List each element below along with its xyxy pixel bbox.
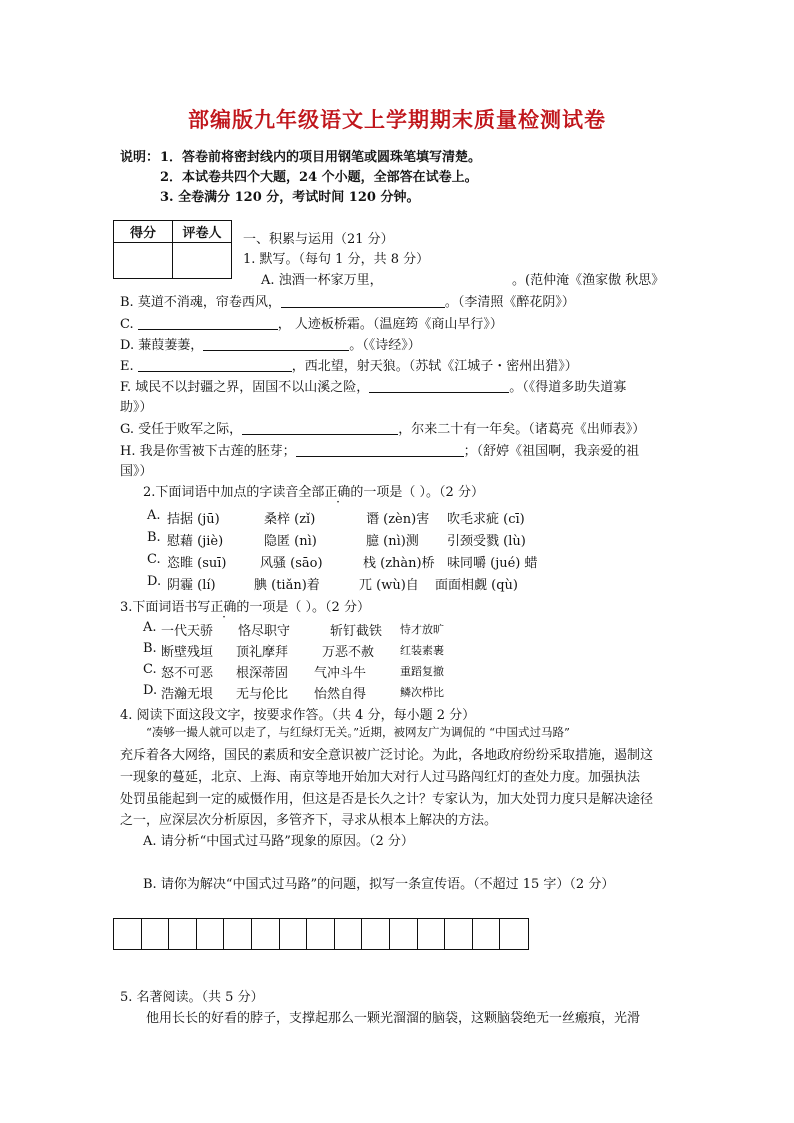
q5-passage-line-1: 他用长长的好看的脖子，支撑起那么一颗光溜溜的脑袋，这颗脑袋绝无一丝瘢痕，光滑 [146, 1011, 641, 1026]
grid-cell[interactable] [142, 919, 170, 949]
grader-cell[interactable] [173, 243, 232, 279]
q1-d-line: D. 蒹葭萋萋， 。（《诗经》） [120, 338, 421, 353]
q4-passage-line-2: 充斥着各大网络，国民的素质和安全意识被广泛讨论。为此，各地政府纷纷采取措施，遏制这 [120, 748, 654, 763]
grid-cell[interactable] [418, 919, 446, 949]
instructions-label: 说明： [120, 150, 160, 165]
score-cell[interactable] [114, 243, 173, 279]
grader-label: 评卷人 [173, 221, 232, 243]
answer-blank-b[interactable] [281, 294, 445, 308]
q4-passage-line-1: “凑够一撮人就可以走了，与红绿灯无关。”近期，被网友广为调侃的 “中国式过马路” [146, 725, 570, 739]
grid-cell[interactable] [252, 919, 280, 949]
answer-blank-f[interactable] [369, 379, 509, 393]
q2-stem: 2.下面词语中加点的字读音全部正确的一项是（ ）。（2 分） [143, 485, 484, 500]
q1-c-line: C. ， 人迹板桥霜。（温庭筠《商山早行》） [120, 317, 503, 332]
answer-blank-d[interactable] [203, 337, 349, 351]
q4-passage-line-4: 处罚虽能起到一定的威慑作用，但这是否是长久之计？专家认为，加大处罚力度只是解决途径 [120, 792, 654, 807]
grid-cell[interactable] [362, 919, 390, 949]
grid-cell[interactable] [335, 919, 363, 949]
q4-sub-b: B. 请你为解决“中国式过马路”的问题，拟写一条宣传语。（不超过 15 字）（2 分） [143, 877, 615, 892]
q3-stem: 3.下面词语书写正确的一项是（ ）。（2 分） [120, 600, 370, 615]
slogan-answer-grid[interactable] [113, 918, 529, 950]
q5-stem: 5. 名著阅读。（共 5 分） [120, 990, 264, 1005]
grid-cell[interactable] [473, 919, 501, 949]
grid-cell[interactable] [445, 919, 473, 949]
section-1-heading: 一、积累与运用（21 分） [243, 232, 394, 247]
grid-cell[interactable] [280, 919, 308, 949]
grid-cell[interactable] [169, 919, 197, 949]
q1-g-line: G. 受任于败军之际， ，尔来二十有一年矣。（诸葛亮《出师表》） [120, 422, 646, 437]
q1-f-line: F. 域民不以封疆之界，固国不以山溪之险， 。（《得道多助失道寡 [120, 380, 627, 395]
answer-blank-h[interactable] [296, 443, 464, 457]
q1-e-line: E. ，西北望，射天狼。（苏轼《江城子・密州出猎》） [120, 359, 578, 374]
q1-f-continued: 助》） [120, 400, 153, 415]
answer-blank-e[interactable] [138, 358, 292, 372]
grid-cell[interactable] [114, 919, 142, 949]
q1-h-line: H. 我是你雪被下古莲的胚芽； ；（舒婷《祖国啊，我亲爱的祖 [120, 444, 640, 459]
q4-sub-a: A. 请分析“中国式过马路”现象的原因。（2 分） [143, 834, 414, 849]
q4-passage-line-5: 之一，应深层次分析原因，多管齐下，寻求从根本上解决的方法。 [120, 813, 498, 828]
page-title: 部编版九年级语文上学期期末质量检测试卷 [188, 107, 606, 132]
q4-stem: 4. 阅读下面这段文字，按要求作答。（共 4 分，每小题 2 分） [120, 708, 476, 723]
answer-blank-c[interactable] [138, 316, 278, 330]
grid-cell[interactable] [197, 919, 225, 949]
grid-cell[interactable] [307, 919, 335, 949]
q1-a-source: 。(范仲淹《渔家傲 秋思》 [512, 273, 665, 288]
q1-a-line: A. 浊酒一杯家万里， [261, 273, 383, 288]
grid-cell[interactable] [390, 919, 418, 949]
answer-blank-g[interactable] [242, 421, 398, 435]
q1-stem: 1. 默写。（每句 1 分，共 8 分） [243, 252, 430, 267]
q1-b-line: B. 莫道不消魂，帘卷西风， 。（李清照《醉花阴》） [120, 295, 575, 310]
grid-cell[interactable] [500, 919, 528, 949]
grid-cell[interactable] [224, 919, 252, 949]
q4-passage-line-3: 一现象的蔓延，北京、上海、南京等地开始加大对行人过马路闯红灯的查处力度。加强执法 [120, 770, 641, 785]
score-box [113, 220, 232, 279]
instruction-1: 1．答卷前将密封线内的项目用钢笔或圆珠笔填写清楚。 [160, 150, 482, 165]
instruction-2: 2．本试卷共四个大题，24 个小题，全部答在试卷上。 [160, 170, 478, 185]
score-label: 得分 [114, 221, 173, 243]
q1-h-continued: 国》） [120, 464, 153, 479]
instruction-3: 3. 全卷满分 120 分，考试时间 120 分钟。 [160, 190, 420, 205]
